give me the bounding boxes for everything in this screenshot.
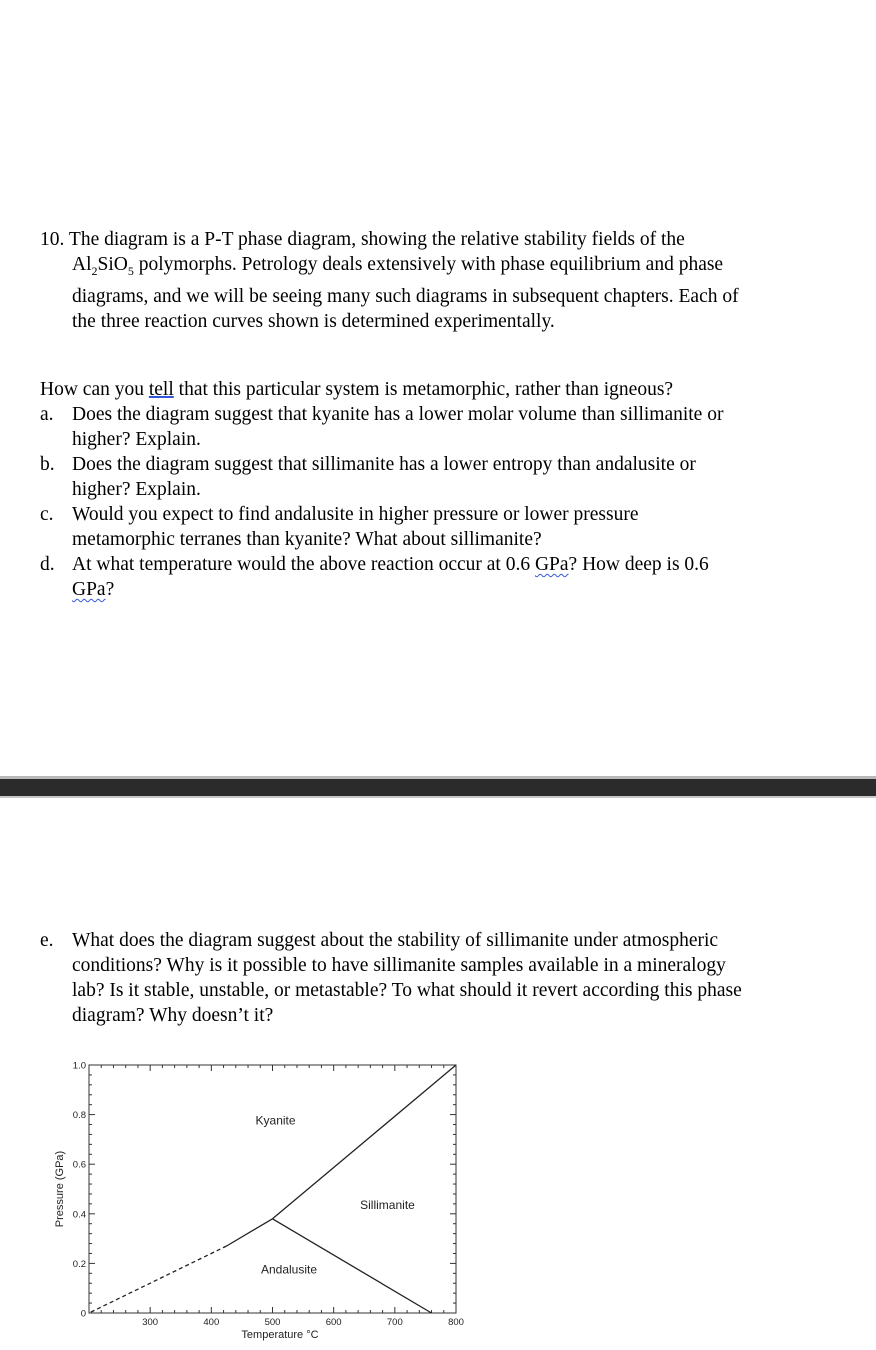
x-tick-label: 700 <box>386 1317 403 1328</box>
question-line-4: the three reaction curves shown is determined experimentally. <box>72 310 555 332</box>
x-axis-label: Temperature °C <box>241 1329 319 1341</box>
tell-link: tell <box>148 379 174 400</box>
y-tick-label: 0.8 <box>72 1110 86 1122</box>
y-tick-labels <box>73 1061 86 1320</box>
spellcheck-gpa: GPa <box>534 554 569 575</box>
curve-kyanite-andalusite <box>227 1219 273 1246</box>
question-line-1: The diagram is a P-T phase diagram, showing the relative stability fields of the <box>68 229 685 250</box>
question-line-2: $Al_2SiO_5$ polymorphs. Petrology deals extensively with phase equilibrium and phase <box>72 254 724 278</box>
y-axis-label: Pressure (GPa) <box>54 1150 66 1228</box>
question-line-3: diagrams, and we will be seeing many such diagrams in subsequent chapters. Each of <box>72 285 739 307</box>
question-10 <box>40 227 739 334</box>
field-label-kyanite: Kyanite <box>255 1113 296 1128</box>
question-number: 10. <box>40 229 65 250</box>
page-break-border-bottom <box>0 796 876 798</box>
curve-kyanite-sillimanite <box>273 1065 457 1219</box>
y-tick-label: 0.4 <box>72 1209 86 1221</box>
field-labels <box>256 1114 416 1277</box>
x-tick-label: 500 <box>264 1317 281 1328</box>
y-tick-label: 0 <box>80 1308 86 1320</box>
x-tick-labels <box>142 1317 464 1328</box>
phase-diagram <box>40 1030 480 1345</box>
field-label-andalusite: Andalusite <box>260 1262 318 1277</box>
y-tick-label: 1.0 <box>72 1060 86 1072</box>
y-tick-label: 0.2 <box>72 1258 86 1270</box>
intro-question: How can you tell that this particular system is metamorphic, rather than igneous? <box>40 379 674 400</box>
field-label-sillimanite: Sillimanite <box>360 1197 415 1212</box>
x-tick-label: 400 <box>203 1317 220 1328</box>
x-tick-label: 800 <box>448 1317 464 1328</box>
spellcheck-gpa-2: GPa <box>72 579 106 600</box>
x-tick-label: 300 <box>142 1317 159 1328</box>
page-break-bar <box>0 779 876 796</box>
curve-kyanite-andalusite-extrapolated <box>89 1246 227 1313</box>
x-tick-label: 600 <box>325 1317 342 1328</box>
y-tick-label: 0.6 <box>72 1159 86 1171</box>
